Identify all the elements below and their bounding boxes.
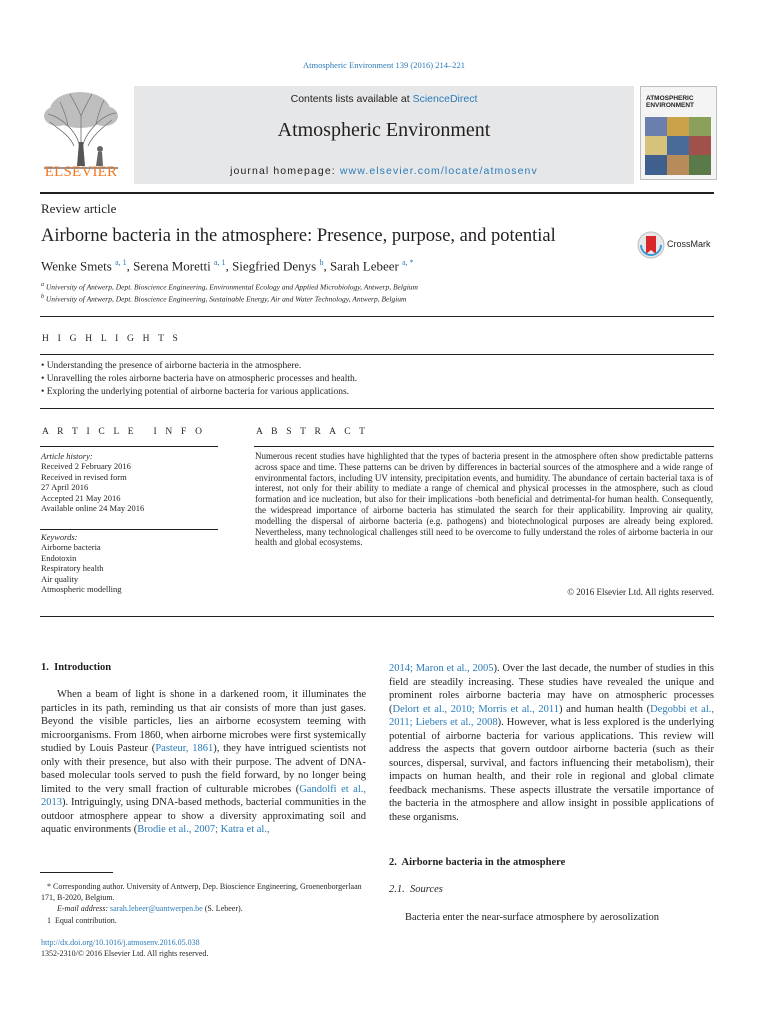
author-affiliation-mark[interactable]: b [319, 258, 324, 267]
affiliation-mark: a [41, 282, 44, 288]
section-rule [40, 616, 714, 617]
author-affiliation-mark[interactable]: a, * [402, 258, 414, 267]
keyword: Respiratory health [41, 563, 104, 574]
highlight-item: • Unravelling the roles airborne bacteria have on atmospheric processes and health. [41, 374, 358, 384]
author-name[interactable]: Wenke Smets [41, 258, 112, 274]
keywords [41, 532, 219, 594]
article-history [41, 451, 219, 513]
highlight-item: • Exploring the underlying potential of airborne bacteria for various applications. [41, 387, 350, 397]
paragraph-text: When a beam of light is shone in a darkened room, it illuminates the particles in its path, reminding us that air consists of more than just gases. Beyond the visible particles, lies an airborne ecosystem teeming with microorganisms. From 1860, when airborne microbes were first systemically studied by Louis Pasteur ( [41, 689, 366, 754]
highlights-rule [40, 354, 714, 355]
article-info-heading: A R T I C L E I N F O [42, 427, 206, 437]
paragraph-text: ). Intriguingly, using DNA-based methods, bacterial communities in the outdoor atmosphere appear to show a diversity approximating soil and aquatic environments ( [41, 797, 366, 835]
doi-link[interactable]: http://dx.doi.org/10.1016/j.atmosenv.2016.05.038 [41, 938, 200, 947]
email-link[interactable]: sarah.lebeer@uantwerpen.be [110, 904, 203, 914]
article-info-rule [40, 446, 218, 447]
subsection-2-1-heading: 2.1. Sources [389, 884, 443, 895]
affiliation-a [41, 282, 418, 292]
email-suffix: (S. Lebeer). [202, 904, 243, 914]
sciencedirect-link[interactable]: ScienceDirect [412, 93, 478, 105]
elsevier-logo [40, 86, 122, 184]
footnotes [41, 881, 371, 926]
keyword: Air quality [41, 573, 79, 584]
citation-link[interactable]: Degobbi et al., 2011; Liebers et al., 2008 [389, 703, 714, 728]
intro-paragraph [41, 688, 366, 837]
crossmark-label: CrossMark [667, 239, 711, 249]
abstract-heading: A B S T R A C T [256, 427, 369, 437]
history-line: Accepted 21 May 2016 [41, 492, 121, 503]
journal-title: Atmospheric Environment [277, 119, 491, 141]
abstract-text: Numerous recent studies have highlighted that the types of bacteria present in the atmosphere often show predictable patterns across space and time. These patterns can be driven by differences in bacterial sources of the atmosphere and a wide range of environmental factors, including UV intensity, precipitation events, and humidity. The abundance of certain bacterial taxa is of interest, not only for their ability to mediate a range of chemical and physical processes in the atmosphere, such as cloud formation and ice nucleation, but also for their implications -both beneficial and detrimental-for human health. Consequently, the widespread importance of airborne bacteria has stimulated the search for their applicability. Improving air quality, modelling the dispersal of airborne bacteria (e.g. pathogens) and biotechnological purposes are already being explored. Nevertheless, many technological challenges still need to be overcome to fully understand the roles of airborne bacteria in our health and global ecosystems. [255, 451, 713, 548]
history-line: Received in revised form [41, 471, 127, 482]
highlights-heading: H I G H L I G H T S [42, 334, 181, 344]
paragraph-text: ). Over the last decade, the number of studies in this field are steadily increasing. These studies have revealed the unique and prominent roles airborne bacteria may have on atmospheric processes ( [389, 663, 714, 715]
author-name[interactable]: Sarah Lebeer [329, 258, 399, 274]
section-rule [40, 316, 714, 317]
author-affiliation-mark[interactable]: a, 1 [214, 258, 226, 267]
footnote-email [41, 903, 371, 914]
crossmark-icon [637, 230, 665, 260]
footnote-rule [40, 872, 113, 873]
history-line: Available online 24 May 2016 [41, 503, 145, 514]
journal-homepage-line [134, 165, 634, 177]
cover-title: ATMOSPHERIC ENVIRONMENT [646, 95, 695, 109]
article-info-rule [40, 529, 218, 530]
journal-citation[interactable]: Atmospheric Environment 139 (2016) 214–221 [303, 60, 465, 70]
intro-paragraph-continued [389, 662, 714, 824]
homepage-prefix: journal homepage: [230, 165, 340, 177]
author-list: Wenke Smets $^{a, 1}$, Serena Moretti $^{a, 1}$, Siegfried Denys $^b$, Sarah Lebeer $^{a, *}$ [41, 258, 414, 274]
affiliation-mark: b [41, 294, 44, 300]
citation-link[interactable]: Delort et al., 2010; Morris et al., 2011 [392, 703, 559, 715]
email-label: E-mail address: [57, 904, 111, 914]
keywords-label: Keywords: [41, 532, 78, 542]
journal-cover-thumbnail[interactable] [640, 86, 717, 180]
affiliation-b [41, 294, 406, 304]
section-1-heading: 1. Introduction [41, 662, 112, 673]
keyword: Endotoxin [41, 552, 77, 563]
journal-header-band [134, 86, 634, 184]
history-line: Received 2 February 2016 [41, 461, 131, 472]
cover-image-grid-icon [645, 117, 711, 175]
footnote-corresponding: * Corresponding author. University of Antwerp, Dep. Bioscience Engineering, Groenenborgerlaan 171, B-2020, Belgium. [41, 882, 362, 903]
paragraph-text: ). However, what is less explored is the underlying potential of airborne bacteria for various applications. This review will address the aspects that govern outdoor airborne bacteria (such as their sources, dispersal, survival, and factors influencing their metabolism), their impacts on human health, and their role in regional and global climate feedback mechanisms. These aspects illustrate the versatile importance of the bacteria in the atmosphere and allow insight in possible applications of these organisms. [389, 717, 715, 823]
citation-link[interactable]: Brodie et al., 2007; Katra et al., [137, 824, 270, 835]
history-label: Article history: [41, 451, 93, 461]
author-affiliation-mark[interactable]: a, 1 [115, 258, 127, 267]
section-2-heading: 2. Airborne bacteria in the atmosphere [389, 857, 566, 868]
footnote-equal-contribution: 1 Equal contribution. [47, 915, 117, 925]
paragraph-text: ), they have intrigued scientists not only with their presence, but also with their purpose. The advent of DNA-based molecular tools served to push the field forward, by no longer being limited to the very small fraction of culturable microbes ( [41, 743, 366, 795]
citation-link[interactable]: 2014; Maron et al., 2005 [389, 663, 494, 674]
highlight-item: • Understanding the presence of airborne bacteria in the atmosphere. [41, 361, 302, 371]
affiliation-text: University of Antwerp, Dept. Bioscience Engineering, Environmental Ecology and Applied Microbiology, Antwerp, Belgium [45, 282, 418, 292]
keyword: Airborne bacteria [41, 542, 101, 553]
author-name[interactable]: Siegfried Denys [232, 258, 317, 274]
issn-line: 1352-2310/© 2016 Elsevier Ltd. All rights reserved. [41, 949, 209, 958]
contents-prefix: Contents lists available at [290, 93, 413, 105]
elsevier-wordmark: ELSEVIER [44, 164, 118, 180]
contents-line [134, 93, 634, 105]
author-name[interactable]: Serena Moretti [133, 258, 211, 274]
citation-link[interactable]: Gandolfi et al., 2013 [41, 783, 366, 808]
sources-paragraph: Bacteria enter the near-surface atmosphere by aerosolization [405, 912, 659, 923]
abstract-copyright: © 2016 Elsevier Ltd. All rights reserved. [567, 587, 714, 597]
paragraph-text: ) and human health ( [558, 703, 651, 715]
crossmark-button[interactable] [637, 230, 717, 260]
article-title: Airborne bacteria in the atmosphere: Presence, purpose, and potential [41, 226, 556, 246]
section-rule [40, 408, 714, 409]
header-rule [40, 192, 714, 194]
keyword: Atmospheric modelling [41, 584, 122, 595]
citation-link[interactable]: Pasteur, 1861 [155, 743, 214, 754]
abstract-rule [254, 446, 714, 447]
article-type: Review article [41, 201, 117, 216]
affiliation-text: University of Antwerp, Dept. Bioscience Engineering, Sustainable Energy, Air and Water Technology, Antwerp, Belgium [45, 294, 407, 304]
history-line: 27 April 2016 [41, 482, 89, 493]
journal-homepage-link[interactable]: www.elsevier.com/locate/atmosenv [339, 165, 538, 177]
